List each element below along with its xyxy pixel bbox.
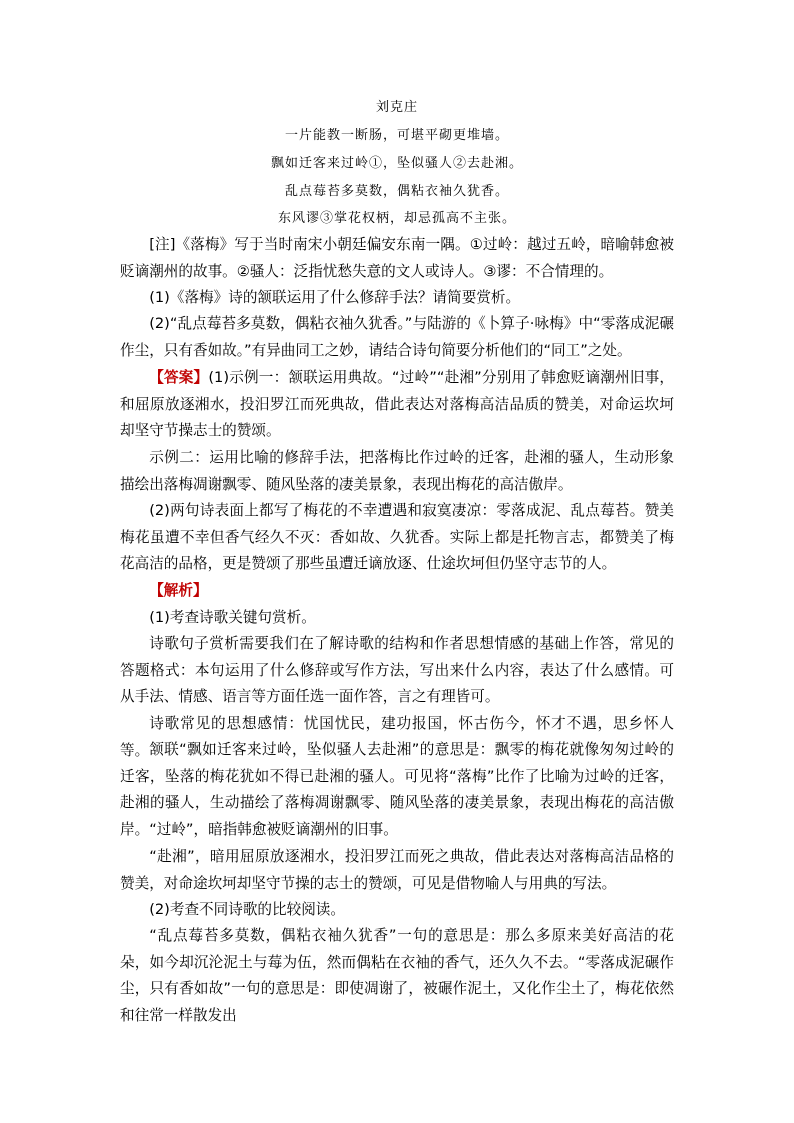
analysis-tag: 【解析】 — [149, 582, 208, 599]
question-1: (1)《落梅》诗的颔联运用了什么修辞手法？请简要赏析。 — [149, 289, 521, 306]
analysis-paragraph-4: 颔联“飘如迁客来过岭，坠似骚人去赴湘”的意思是：飘零的梅花就像匆匆过岭的迁客，坠落的梅花犹如不得已赴湘的骚人。可见将“落梅”比作了比喻为过岭的迁客，赴湘的骚人，生动描绘了落梅凋谢飘零、随风坠落的凄美景象，表现出梅花的高洁傲岸。“过岭”，暗指韩愈被贬谪潮州的旧事。 — [120, 741, 674, 838]
analysis-paragraph-5: “赴湘”，暗用屈原放逐湘水，投汨罗江而死之典故，借此表达对落梅高洁品格的赞美，对命途坎坷却坚守节操的志士的赞颂，可见是借物喻人与用典的写法。 — [120, 848, 674, 892]
answer-paragraph-2: 示例二：运用比喻的修辞手法，把落梅比作过岭的迁客，赴湘的骚人，生动形象描绘出落梅凋谢飘零、随风坠落的凄美景象，表现出梅花的高洁傲岸。 — [120, 449, 674, 493]
poem-line-4: 东风谬③掌花权柄，却忌孤高不主张。 — [277, 211, 516, 226]
answer-paragraph-1 — [120, 365, 674, 445]
answer-text-1: (1)示例一：颔联运用典故。“过岭”“赴湘”分别用了韩愈贬谪潮州旧事，和屈原放逐湘水，投汨罗江而死典故，借此表达对落梅高洁品质的赞美，对命运坎坷却坚守节操志士的赞颂。 — [120, 369, 674, 439]
analysis-paragraph-7: “乱点莓苔多莫数，偶粘衣袖久犹香”一句的意思是：那么多原来美好高洁的花朵，如今却沉沦泥土与莓为伍，然而偶粘在衣袖的香气，还久久不去。“零落成泥碾作尘，只有香如故”一句的意思是：即使凋谢了，被碾作泥土，又化作尘土了，梅花依然和往常一样散发出 — [120, 927, 674, 1024]
poem-line-2: 飘如迁客来过岭①，坠似骚人②去赴湘。 — [270, 156, 523, 171]
analysis-paragraph-3: 诗歌常见的思想感情：忧国忧民，建功报国，怀古伤今，怀才不遇，思乡怀人等。 — [120, 715, 674, 759]
analysis-paragraph-6: (2)考查不同诗歌的比较阅读。 — [149, 901, 345, 918]
answer-paragraph-3: (2)两句诗表面上都写了梅花的不幸遭遇和寂寞凄凉：零落成泥、乱点莓苔。赞美梅花虽遭不幸但香气经久不灭：香如故、久犹香。实际上都是托物言志，都赞美了梅花高洁的品格，更是赞颂了那些虽遭迁谪放逐、仕途坎坷但仍坚守志节的人。 — [120, 502, 674, 572]
analysis-heading — [120, 578, 674, 605]
answer-tag: 【答案】 — [149, 369, 209, 386]
analysis-paragraph-1: (1)考查诗歌关键句赏析。 — [149, 609, 316, 626]
poem-line-1: 一片能教一断肠，可堪平砌更堆墙。 — [284, 128, 509, 143]
poem-author: 刘克庄 — [375, 100, 418, 115]
poem-note: [注]《落梅》写于当时南宋小朝廷偏安东南一隅。①过岭：越过五岭，暗喻韩愈被贬谪潮州的故事。②骚人：泛指忧愁失意的文人或诗人。③谬：不合情理的。 — [120, 236, 674, 280]
poem-line-3: 乱点莓苔多莫数，偶粘衣袖久犹香。 — [284, 184, 509, 199]
question-2: (2)“乱点莓苔多莫数，偶粘衣袖久犹香。”与陆游的《卜算子·咏梅》中“零落成泥碾作尘，只有香如故。”有异曲同工之妙，请结合诗句简要分析他们的“同工”之处。 — [120, 315, 674, 359]
analysis-paragraph-2: 诗歌句子赏析需要我们在了解诗歌的结构和作者思想情感的基础上作答，常见的答题格式：本句运用了什么修辞或写作方法，写出来什么内容，表达了什么感情。可从手法、情感、语言等方面任选一面作答，言之有理皆可。 — [120, 635, 674, 705]
